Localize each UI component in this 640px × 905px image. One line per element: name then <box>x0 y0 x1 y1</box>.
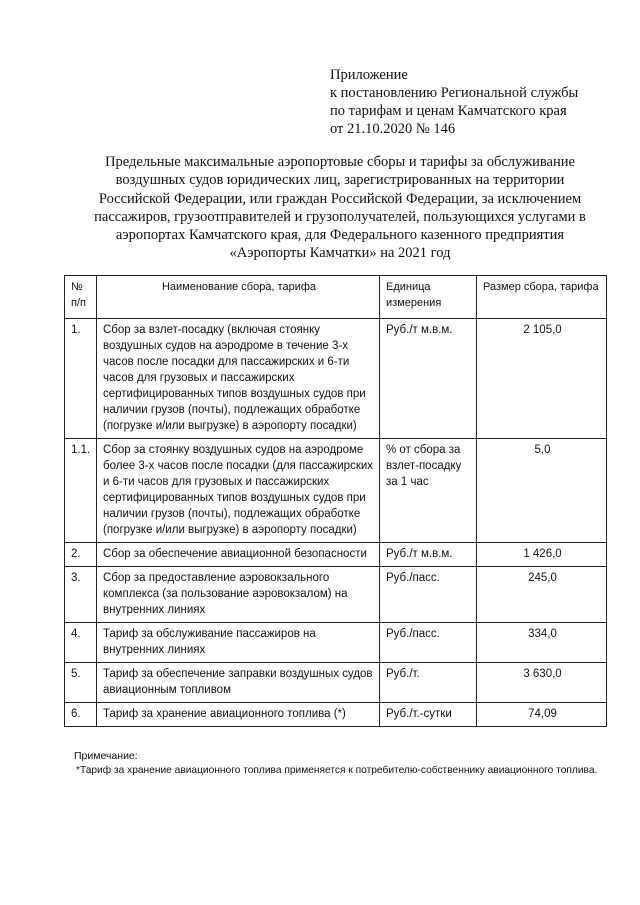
row-number: 5. <box>65 663 97 703</box>
row-unit: % от сбора за взлет-посадку за 1 час <box>380 439 477 543</box>
note-text: *Тариф за хранение авиационного топлива применяется к потребителю-собственнику авиационного топлива. <box>76 765 598 776</box>
row-name: Сбор за обеспечение авиационной безопасности <box>97 543 380 567</box>
row-value: 245,0 <box>477 567 607 623</box>
header-value: Размер сбора, тарифа <box>477 276 607 319</box>
table-row <box>65 319 607 439</box>
row-number: 1. <box>65 319 97 439</box>
appendix-line: от 21.10.2020 № 146 <box>330 121 456 137</box>
row-value: 74,09 <box>477 703 607 727</box>
title-line: Российской Федерации, или граждан Российской Федерации, за исключением <box>98 190 582 207</box>
document-title <box>70 153 610 263</box>
table-row <box>65 623 607 663</box>
row-unit: Руб./пасс. <box>380 623 477 663</box>
table-row <box>65 439 607 543</box>
row-name: Тариф за обслуживание пассажиров на внутренних линиях <box>97 623 380 663</box>
table-row <box>65 543 607 567</box>
row-name: Тариф за обеспечение заправки воздушных судов авиационным топливом <box>97 663 380 703</box>
row-number: 1.1. <box>65 439 97 543</box>
appendix-line: к постановлению Региональной службы <box>330 85 579 101</box>
row-unit: Руб./т. <box>380 663 477 703</box>
row-unit: Руб./т.-сутки <box>380 703 477 727</box>
row-value: 3 630,0 <box>477 663 607 703</box>
row-unit: Руб./т м.в.м. <box>380 319 477 439</box>
row-unit: Руб./т м.в.м. <box>380 543 477 567</box>
table-row <box>65 567 607 623</box>
row-name: Сбор за предоставление аэровокзального комплекса (за пользование аэровокзалом) на внутренних линиях <box>97 567 380 623</box>
header-name: Наименование сбора, тарифа <box>97 276 380 319</box>
title-line: аэропортах Камчатского края, для Федерального казенного предприятия <box>115 227 565 244</box>
row-value: 1 426,0 <box>477 543 607 567</box>
row-name: Сбор за взлет-посадку (включая стоянку воздушных судов на аэродроме в течение 3-х часов после посадки для пассажирских и 6-ти часов для грузовых и пассажирских сертифицированных типов воздушных судов при наличии грузов (почты), подлежащих обработке (погрузке и/или выгрузке) в аэропорту посадки) <box>97 319 380 439</box>
row-number: 4. <box>65 623 97 663</box>
title-line: воздушных судов юридических лиц, зарегистрированных на территории <box>115 172 565 189</box>
title-line: «Аэропорты Камчатки» на 2021 год <box>229 245 451 262</box>
appendix-header <box>330 66 630 138</box>
header-unit: Единица измерения <box>380 276 477 319</box>
row-number: 3. <box>65 567 97 623</box>
note-label: Примечание: <box>74 750 138 762</box>
row-unit: Руб./пасс. <box>380 567 477 623</box>
table-row <box>65 703 607 727</box>
row-value: 2 105,0 <box>477 319 607 439</box>
appendix-line: Приложение <box>330 67 408 83</box>
title-line: Предельные максимальные аэропортовые сборы и тарифы за обслуживание <box>105 154 575 170</box>
tariff-table <box>64 275 607 727</box>
title-line: пассажиров, грузоотправителей и грузополучателей, пользующихся услугами в <box>94 208 586 225</box>
header-number: № п/п <box>65 276 97 319</box>
appendix-line: по тарифам и ценам Камчатского края <box>330 103 567 119</box>
row-number: 6. <box>65 703 97 727</box>
row-name: Сбор за стоянку воздушных судов на аэродроме более 3-х часов после посадки (для пассажирских и 6-ти часов для грузовых и пассажирских сертифицированных типов воздушных судов при наличии грузов (почты), подлежащих обработке (погрузке и/или выгрузке) в аэропорту посадки) <box>97 439 380 543</box>
row-name: Тариф за хранение авиационного топлива (*) <box>97 703 380 727</box>
table-header-row <box>65 276 607 319</box>
row-value: 334,0 <box>477 623 607 663</box>
row-value: 5,0 <box>477 439 607 543</box>
table-row <box>65 663 607 703</box>
row-number: 2. <box>65 543 97 567</box>
